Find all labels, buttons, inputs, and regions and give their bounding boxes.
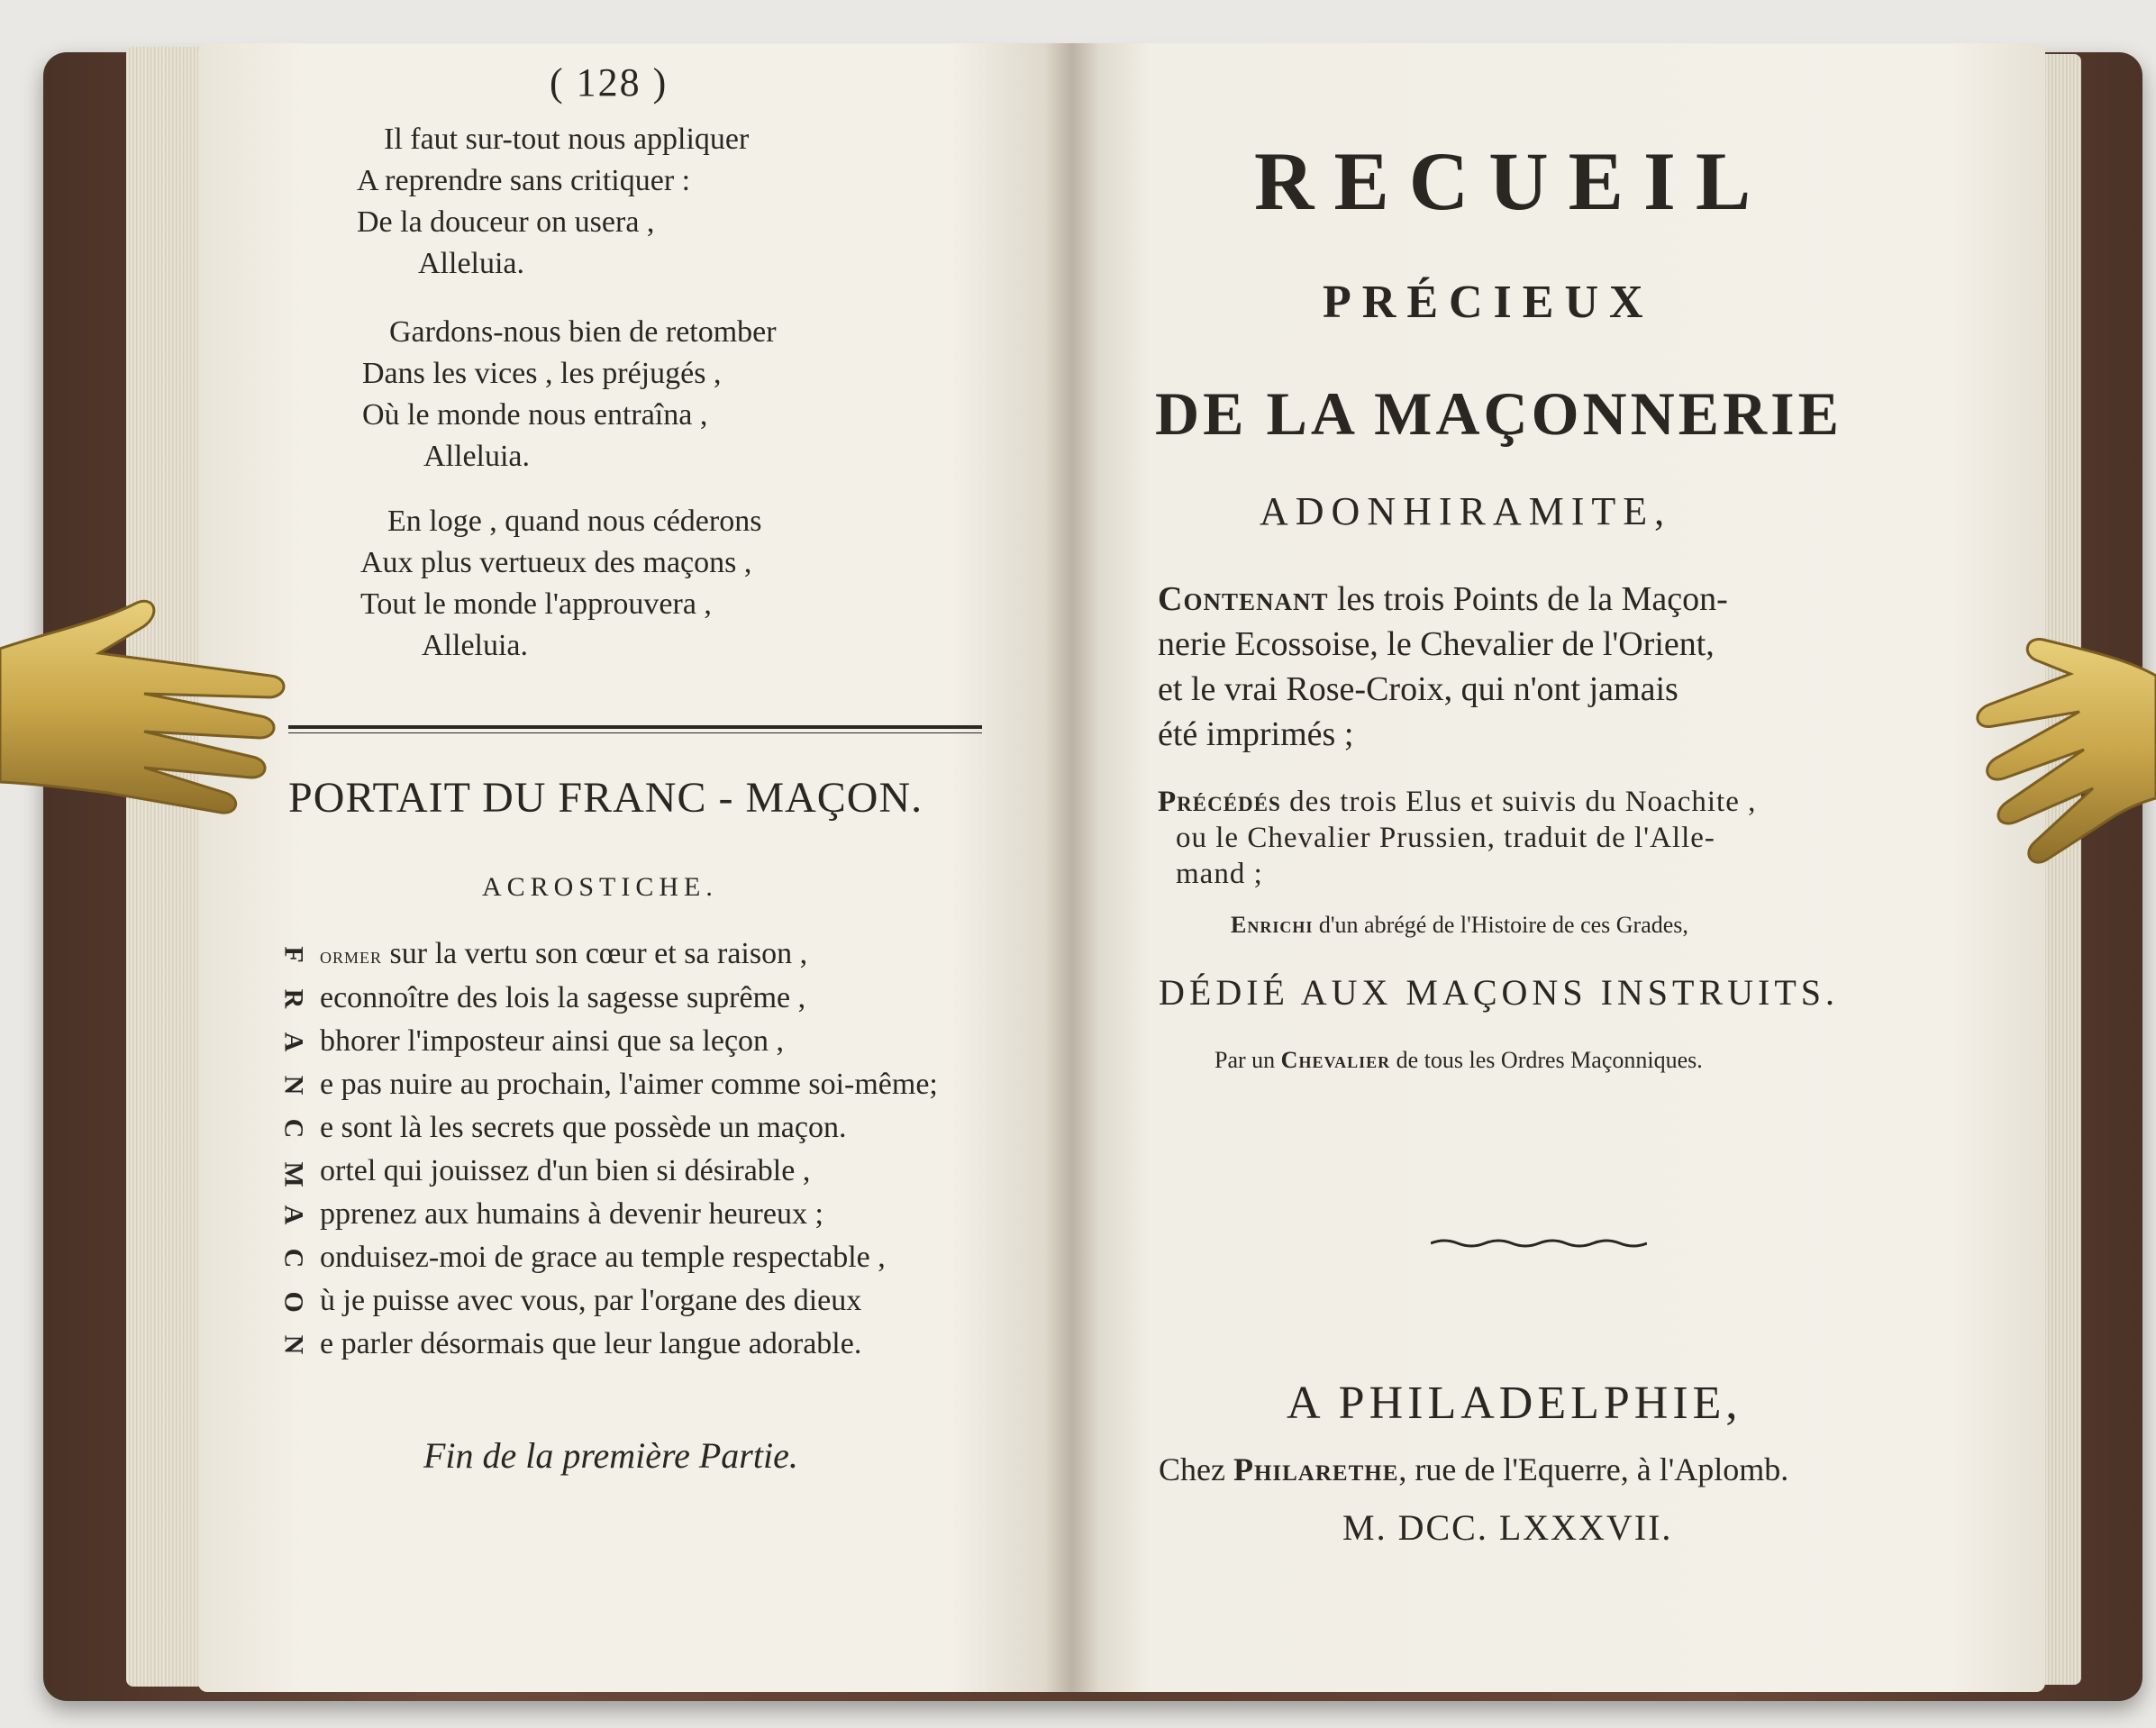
acrostic-letter: R — [278, 988, 309, 1009]
publisher-pre: Chez — [1159, 1451, 1233, 1487]
acrostic-letter: N — [278, 1334, 309, 1355]
enrichi-line — [1231, 912, 1688, 939]
publisher-name: Philarethe — [1233, 1451, 1399, 1487]
acrostic-text: onduisez-moi de grace au temple respectable , — [320, 1241, 886, 1274]
contents-line: nerie Ecossoise, le Chevalier de l'Orient, — [1158, 625, 1715, 663]
acrostic-line — [278, 932, 938, 977]
imprint-publisher — [1159, 1451, 1788, 1488]
ornament-rule — [1431, 1236, 1647, 1251]
enrichi-lead: Enrichi — [1231, 912, 1314, 938]
acrostic-line — [278, 1106, 938, 1150]
stanza-2 — [362, 312, 777, 477]
book-gutter — [1045, 43, 1099, 1692]
refrain: Alleluia. — [423, 440, 531, 473]
precedes-paragraph — [1158, 784, 1756, 892]
refrain: Alleluia. — [418, 247, 525, 280]
precedes-line: ou le Chevalier Prussien, traduit de l'Alle- — [1176, 822, 1715, 854]
precedes-lead: Précédés — [1158, 786, 1281, 818]
acrostic-letter: F — [278, 946, 309, 963]
contenant-lead: Contenant — [1158, 580, 1329, 618]
acrostic-text: pprenez aux humains à devenir heureux ; — [320, 1197, 823, 1231]
page-number: ( 128 ) — [550, 60, 669, 105]
acrostic-line — [278, 1279, 938, 1323]
section-divider — [288, 725, 982, 733]
acrostic-text: sur la vertu son cœur et sa raison , — [382, 937, 808, 970]
acrostic-letter: N — [278, 1075, 309, 1096]
verse-line: Aux plus vertueux des maçons , — [360, 546, 752, 579]
acrostic-lead: ormer — [320, 942, 383, 969]
acrostic-text: bhorer l'imposteur ainsi que sa leçon , — [320, 1024, 785, 1058]
verse-line: De la douceur on usera , — [357, 205, 655, 239]
acrostic-text: econnoître des lois la sagesse suprême , — [320, 981, 806, 1014]
contents-line: été imprimés ; — [1158, 715, 1354, 753]
acrostic-line — [278, 1323, 938, 1366]
acrostic-heading: ACROSTICHE. — [482, 872, 718, 902]
imprint-date: M. DCC. LXXXVII. — [1342, 1507, 1673, 1548]
acrostic-poem — [278, 932, 938, 1366]
imprint-place: A PHILADELPHIE, — [1287, 1378, 1742, 1429]
author-pre: Par un — [1214, 1047, 1281, 1073]
acrostic-text: ortel qui jouissez d'un bien si désirable , — [320, 1154, 811, 1187]
subtitle-precieux: PRÉCIEUX — [1323, 277, 1654, 328]
acrostic-letter: C — [278, 1118, 309, 1139]
acrostic-text: ù je puisse avec vous, par l'organe des dieux — [320, 1284, 862, 1317]
author-text: de tous les Ordres Maçonniques. — [1390, 1047, 1703, 1073]
verse-line: Gardons-nous bien de retomber — [389, 315, 777, 349]
acrostic-letter: A — [278, 1032, 309, 1052]
acrostic-letter: O — [278, 1291, 309, 1313]
acrostic-text: e sont là les secrets que possède un maçon. — [320, 1111, 847, 1144]
book-title: RECUEIL — [1254, 135, 1771, 227]
verse-line: Tout le monde l'approuvera , — [360, 587, 712, 621]
section-title: PORTAIT DU FRANC - MAÇON. — [288, 774, 923, 822]
contents-line: les trois Points de la Maçon- — [1328, 580, 1728, 618]
publisher-address: , rue de l'Equerre, à l'Aplomb. — [1398, 1451, 1789, 1487]
acrostic-line — [278, 1236, 938, 1279]
right-brass-hand-holder — [1971, 622, 2156, 919]
verse-line: Il faut sur-tout nous appliquer — [384, 123, 750, 156]
acrostic-letter: C — [278, 1248, 309, 1269]
verse-line: Dans les vices , les préjugés , — [362, 357, 722, 390]
verse-line: En loge , quand nous céderons — [387, 505, 762, 538]
verse-line: Où le monde nous entraîna , — [362, 398, 708, 432]
acrostic-text: e pas nuire au prochain, l'aimer comme soi-même; — [320, 1068, 938, 1101]
acrostic-line — [278, 1193, 938, 1236]
subtitle-maconnerie: DE LA MAÇONNERIE — [1155, 379, 1842, 448]
acrostic-line — [278, 1063, 938, 1106]
acrostic-letter: M — [278, 1161, 309, 1187]
contents-line: et le vrai Rose-Croix, qui n'ont jamais — [1158, 670, 1678, 708]
left-brass-hand-holder — [0, 568, 306, 874]
refrain: Alleluia. — [422, 629, 529, 662]
acrostic-line — [278, 1020, 938, 1063]
enrichi-text: d'un abrégé de l'Histoire de ces Grades, — [1313, 912, 1688, 938]
stanza-1 — [357, 119, 749, 285]
subtitle-adonhiramite: ADONHIRAMITE, — [1260, 489, 1672, 533]
acrostic-text: e parler désormais que leur langue adorable. — [320, 1327, 862, 1360]
precedes-line: des trois Elus et suivis du Noachite , — [1280, 786, 1757, 818]
end-note: Fin de la première Partie. — [423, 1435, 798, 1476]
verse-line: A reprendre sans critiquer : — [357, 164, 691, 197]
dedication: DÉDIÉ AUX MAÇONS INSTRUITS. — [1159, 972, 1840, 1013]
contents-paragraph — [1158, 577, 1728, 757]
acrostic-line — [278, 1150, 938, 1193]
acrostic-line — [278, 977, 938, 1020]
precedes-line: mand ; — [1176, 858, 1263, 890]
author-lead: Chevalier — [1280, 1047, 1391, 1073]
acrostic-letter: A — [278, 1205, 309, 1225]
stanza-3 — [360, 501, 761, 667]
author-line — [1214, 1047, 1703, 1074]
